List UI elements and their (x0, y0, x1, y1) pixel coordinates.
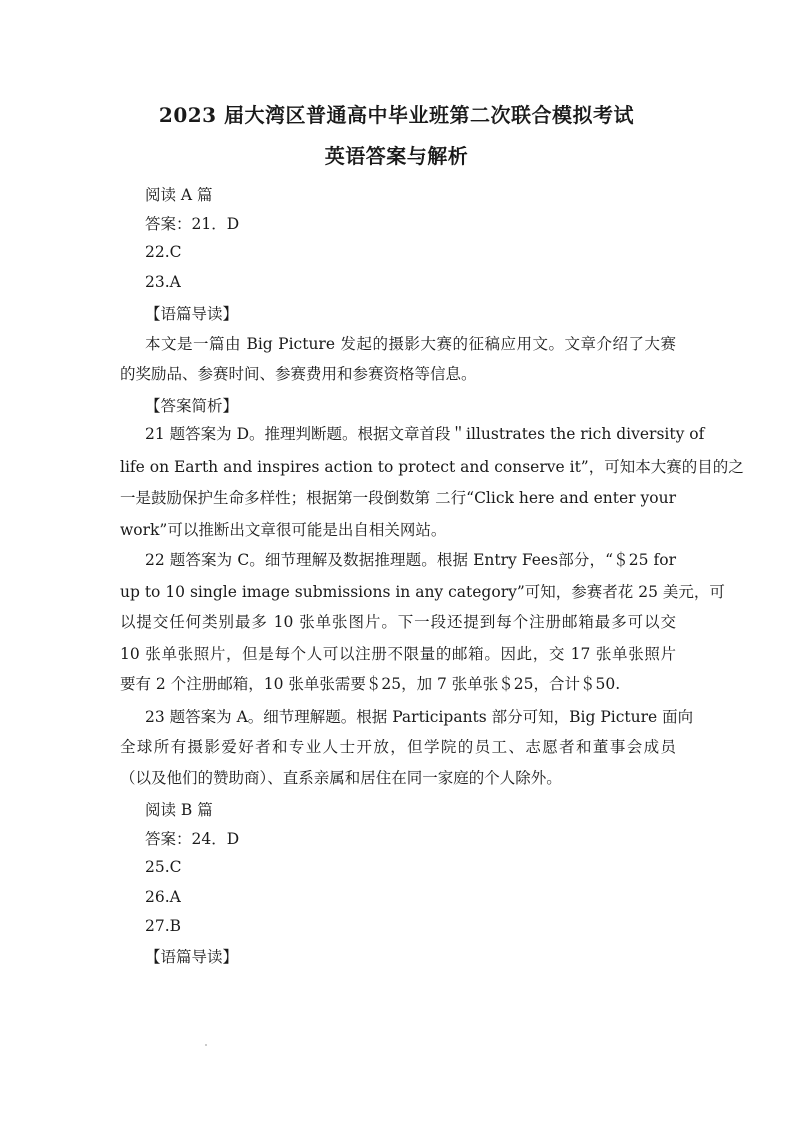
answer-line: 答案：21．D (145, 215, 240, 233)
answer-line: 23.A (145, 273, 181, 291)
answer-line: 26.A (145, 888, 181, 906)
guide-label: 【语篇导读】 (145, 305, 239, 323)
answer-line: 25.C (145, 858, 182, 876)
paragraph-line: work”可以推断出文章很可能是出自相关网站。 (120, 521, 447, 539)
paragraph-line: 的奖励品、参赛时间、参赛费用和参赛资格等信息。 (120, 365, 477, 383)
paragraph-line: 一是鼓励保护生命多样性；根据第一段倒数第 二行“Click here and enter your (120, 489, 676, 507)
section-a-heading: 阅读 A 篇 (145, 186, 213, 204)
paragraph-line: （以及他们的赞助商）、直系亲属和居住在同一家庭的个人除外。 (120, 769, 562, 787)
answer-line: 27.B (145, 917, 182, 935)
document-subtitle: 英语答案与解析 (324, 144, 469, 168)
paragraph-line: 以提交任何类别最多 10 张单张图片。下一段还提到每个注册邮箱最多可以交 (120, 613, 676, 631)
analysis-label: 【答案简析】 (145, 397, 239, 415)
paragraph-line: 本文是一篇由 Big Picture 发起的摄影大赛的征稿应用文。文章介绍了大赛 (145, 335, 676, 353)
paragraph-line: 21 题答案为 D。推理判断题。根据文章首段＂illustrates the rich diversity of (145, 425, 705, 443)
paragraph-line: 要有 2 个注册邮箱，10 张单张需要＄25，加 7 张单张＄25，合计＄50. (120, 675, 621, 693)
section-b-heading: 阅读 B 篇 (145, 801, 213, 819)
paragraph-line: 23 题答案为 A。细节理解题。根据 Participants 部分可知，Big Picture 面向 (145, 708, 694, 726)
paragraph-line: 10 张单张照片，但是每个人可以注册不限量的邮箱。因此，交 17 张单张照片 (120, 645, 676, 663)
guide-label: 【语篇导读】 (145, 948, 239, 966)
page-mark (205, 1044, 207, 1046)
answer-line: 答案：24．D (145, 830, 240, 848)
paragraph-line: up to 10 single image submissions in any category”可知，参赛者花 25 美元，可 (120, 583, 725, 601)
paragraph-line: 全球所有摄影爱好者和专业人士开放，但学院的员工、志愿者和董事会成员 (120, 738, 676, 756)
paragraph-line: life on Earth and inspires action to protect and conserve it”，可知本大赛的目的之 (120, 458, 744, 476)
answer-line: 22.C (145, 243, 182, 261)
document-title: 2023 届大湾区普通高中毕业班第二次联合模拟考试 (158, 103, 635, 127)
paragraph-line: 22 题答案为 C。细节理解及数据推理题。根据 Entry Fees部分，“＄25 for (145, 551, 676, 569)
